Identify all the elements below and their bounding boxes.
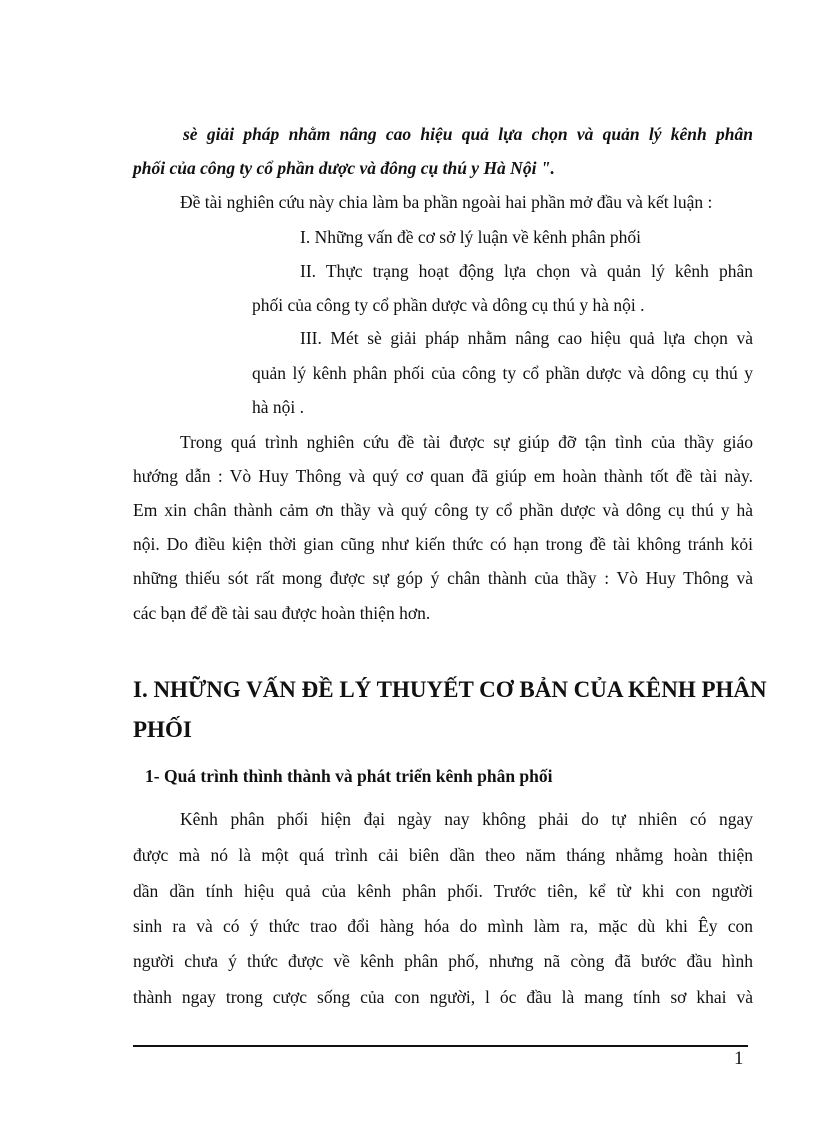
thanks-line-6: các bạn để đề tài sau được hoàn thiện hơn.	[133, 603, 431, 623]
part-1: I. Những vấn đề cơ sở lý luận về kênh phân phối	[300, 227, 641, 247]
thanks-line-1: Trong quá trình nghiên cứu đề tài được sự giúp đỡ tận tình của thầy giáo	[180, 432, 753, 452]
thanks-line-3: Em xin chân thành cảm ơn thầy và quý công ty cổ phần dược và dông cụ thú y hà	[133, 500, 753, 520]
body-line-4: sinh ra và có ý thức trao đổi hàng hóa do mình làm ra, mặc dù khi Êy con	[133, 916, 753, 936]
body-line-6: thành ngay trong cược sống của con người, l óc đầu là mang tính sơ khai và	[133, 987, 753, 1007]
part-2-line-2: phối của công ty cổ phần dược và dông cụ thú y hà nội .	[252, 295, 645, 315]
thanks-line-4: nội. Do điều kiện thời gian cũng như kiến thức có hạn trong đề tài không tránh kỏi	[133, 534, 753, 554]
structure-sentence: Đề tài nghiên cứu này chia làm ba phần ngoài hai phần mở đầu và kết luận :	[180, 192, 713, 212]
thanks-line-5: những thiếu sót rất mong được sự góp ý chân thành của thầy : Vò Huy Thông và	[133, 568, 753, 588]
part-2-line-1: II. Thực trạng hoạt động lựa chọn và quản lý kênh phân	[300, 261, 753, 281]
title-tail-line-2: phối của công ty cổ phần dược và đông cụ thú y Hà Nội ".	[133, 158, 555, 178]
body-line-3: dần dần tính hiệu quả của kênh phân phối. Trước tiên, kể từ khi con người	[133, 881, 753, 901]
part-3-line-2: quản lý kênh phân phối của công ty cổ phần dược và dông cụ thú y	[252, 363, 753, 383]
body-line-5: người chưa ý thức được về kênh phân phố, nhưng nã còng đã bước đầu hình	[133, 951, 753, 971]
section-heading-line-1: I. NHỮNG VẤN ĐỀ LÝ THUYẾT CƠ BẢN CỦA KÊNH PHÂN	[133, 677, 767, 702]
page-number: 1	[734, 1048, 744, 1069]
thanks-line-2: hướng dẫn : Vò Huy Thông và quý cơ quan đã giúp em hoàn thành tốt đề tài này.	[133, 466, 753, 486]
part-3-line-3: hà nội .	[252, 397, 305, 417]
body-line-1: Kênh phân phối hiện đại ngày nay không phải do tự nhiên có ngay	[180, 809, 753, 829]
footer-rule	[133, 1045, 748, 1047]
part-3-line-1: III. Mét sè giải pháp nhằm nâng cao hiệu quả lựa chọn và	[300, 328, 753, 348]
subsection-heading: 1- Quá trình thình thành và phát triển kênh phân phối	[145, 766, 553, 786]
body-line-2: được mà nó là một quá trình cải biên dần theo năm tháng nhằmg hoàn thiện	[133, 845, 753, 865]
title-tail-line-1: sè giải pháp nhằm nâng cao hiệu quả lựa chọn và quản lý kênh phân	[183, 124, 753, 144]
section-heading-line-2: PHỐI	[133, 717, 192, 742]
